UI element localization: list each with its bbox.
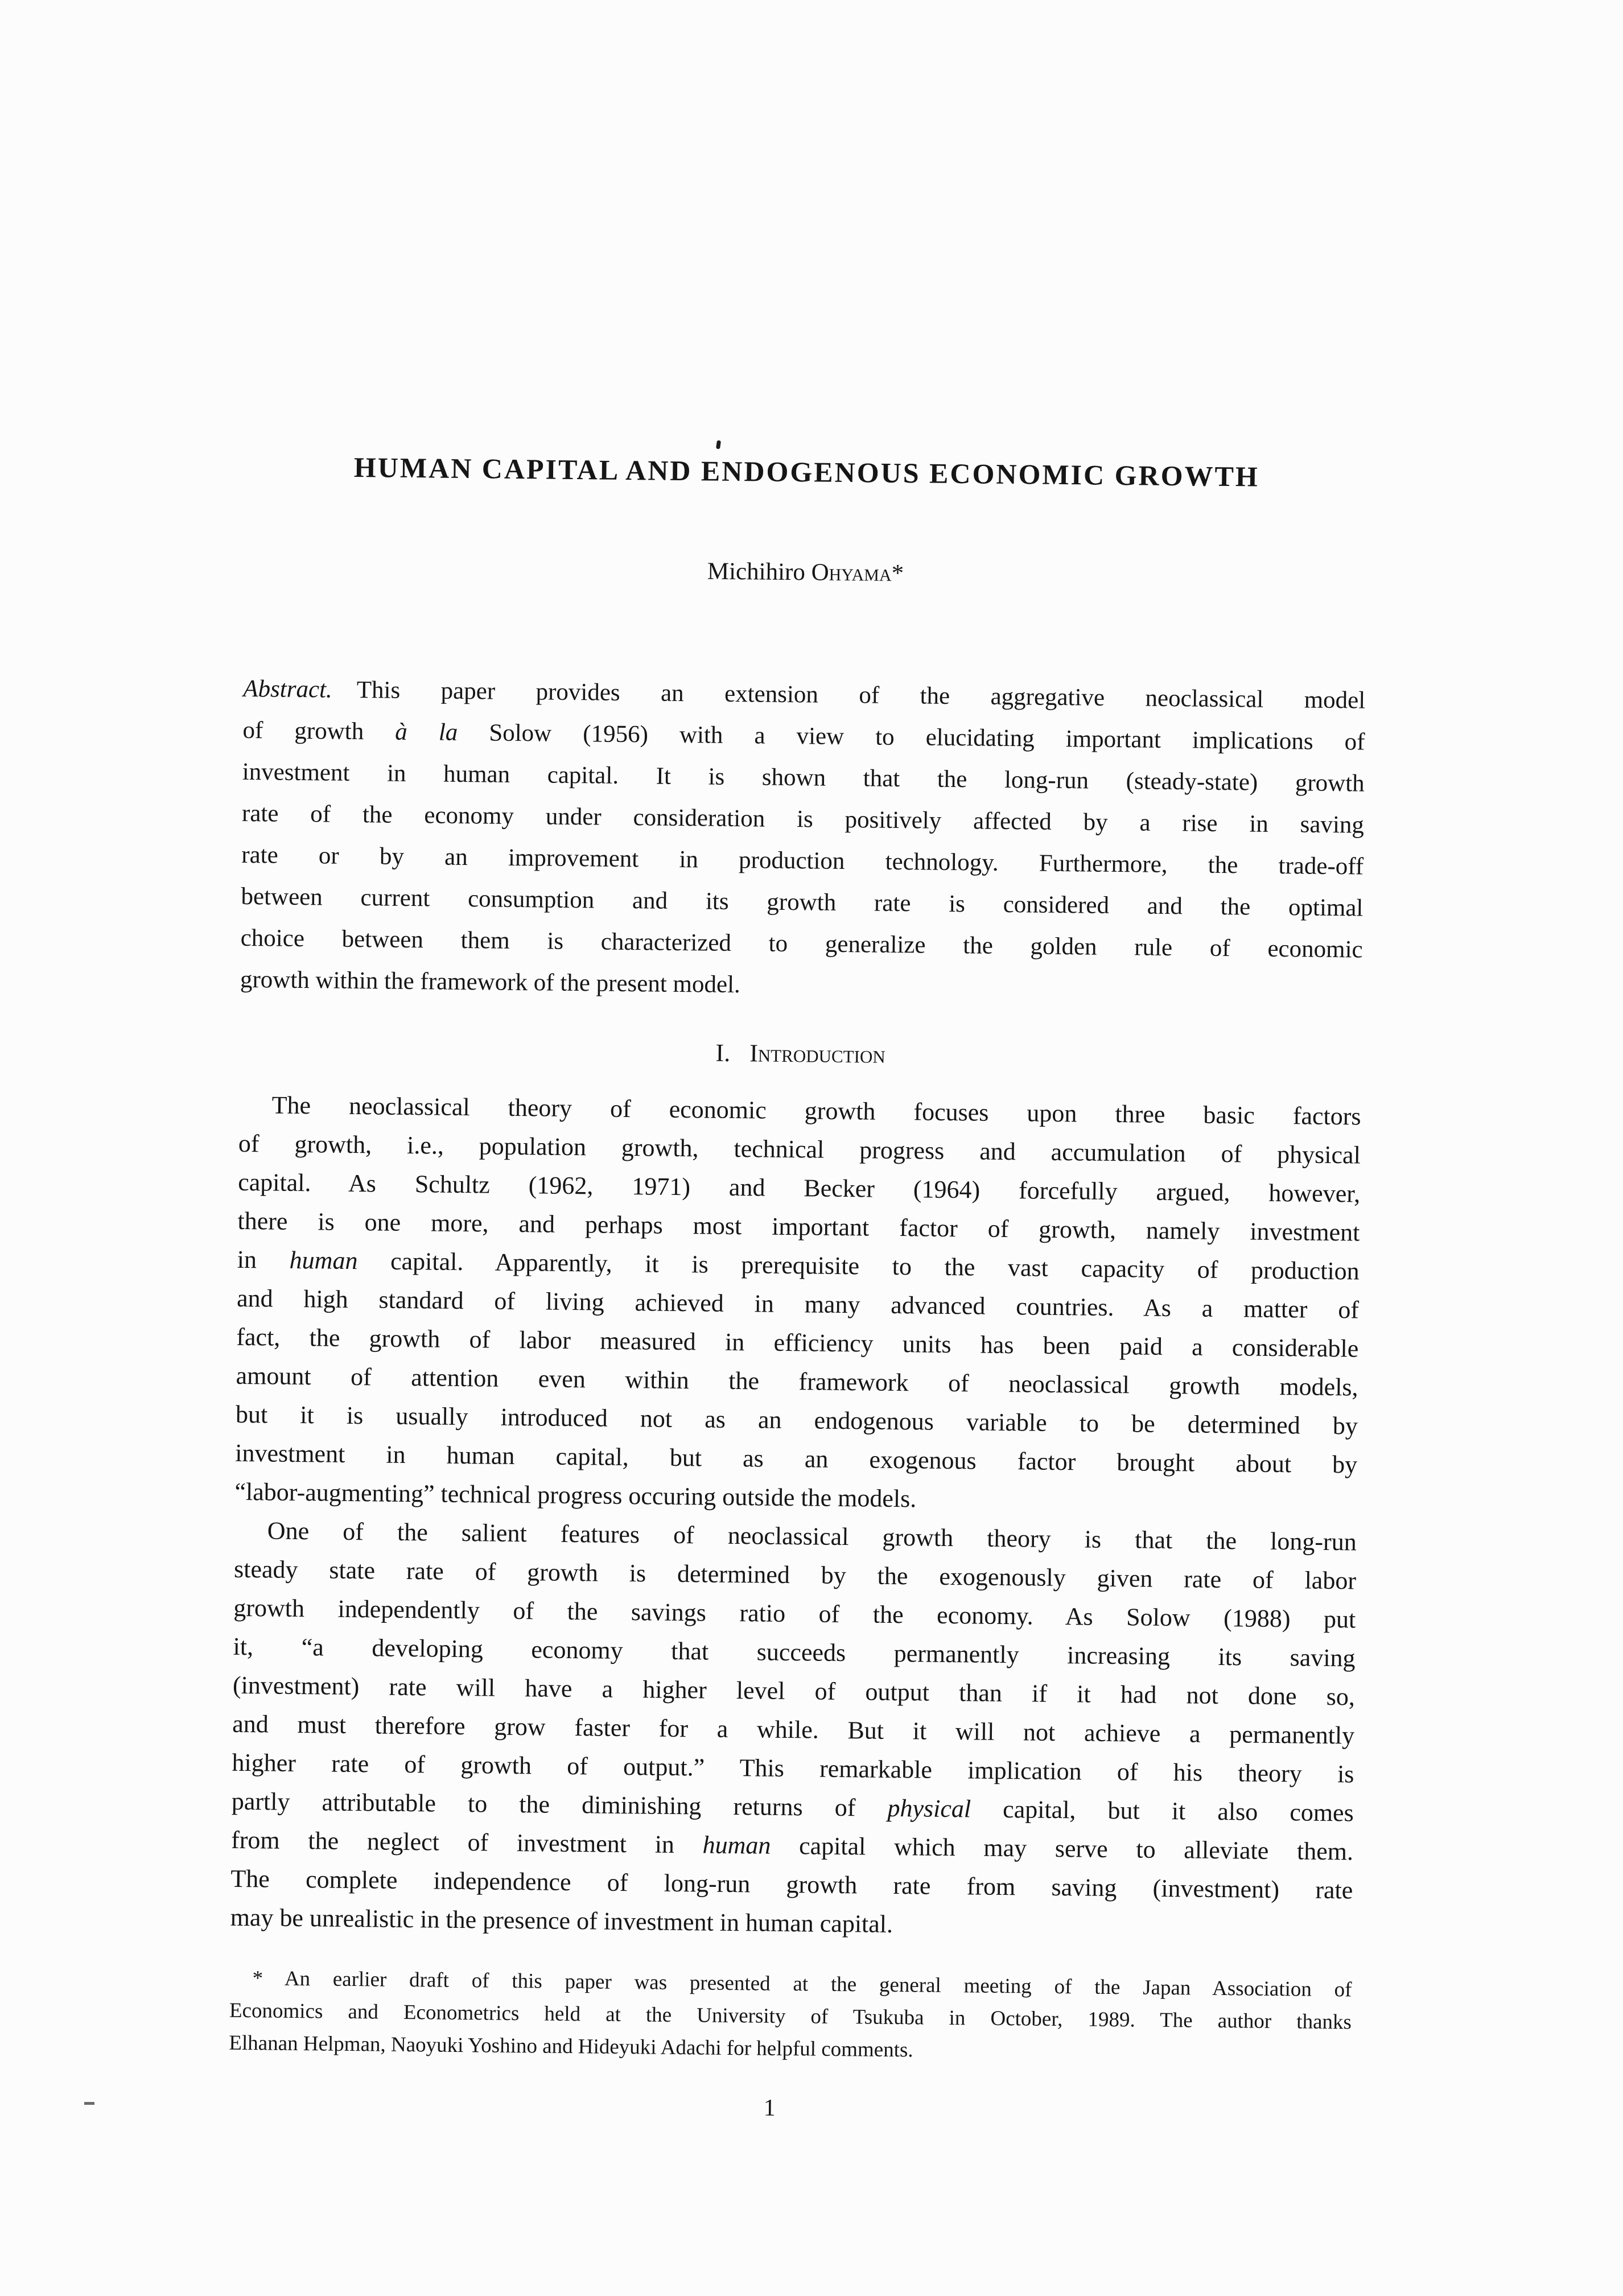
abstract-paragraph [240, 668, 1366, 1012]
text-run: capital. As Schultz (1962, 1971) and Becker (1964) forcefully argued, however, [237, 1168, 1361, 1208]
text-run: growth within the framework of the present model. [240, 966, 741, 999]
intro-paragraph-1 [234, 1086, 1361, 1523]
text-run: capital. Apparently, it is prerequisite to the vast capacity of production [357, 1247, 1360, 1285]
text-run: investment in human capital. It is shown that the long-run (steady-state) growth [242, 758, 1365, 797]
text-run: The complete independence of long-run growth rate from saving (investment) rate [230, 1864, 1353, 1905]
section-title: Introduction [749, 1039, 886, 1069]
italic-text-run: human [702, 1831, 771, 1860]
text-run: rate or by an improvement in production technology. Furthermore, the trade-off [241, 841, 1364, 880]
text-run: amount of attention even within the framework of neoclassical growth models, [236, 1361, 1358, 1401]
text-run: * An earlier draft of this paper was presented at the general meeting of the Japan Association of [252, 1967, 1352, 2002]
text-run: This paper provides an extension of the aggregative neoclassical model [332, 676, 1366, 714]
text-run: choice between them is characterized to generalize the golden rule of economic [240, 924, 1363, 963]
text-run: rate of the economy under consideration is positively affected by a rise in saving [241, 799, 1365, 839]
text-run: it, “a developing economy that succeeds permanently increasing its saving [233, 1632, 1356, 1672]
scan-dash-artifact [84, 2102, 94, 2105]
section-heading [239, 1031, 1362, 1077]
author-surname: Ohyama [811, 559, 892, 587]
author-footnote-asterisk: * [891, 559, 904, 587]
intro-paragraph-2 [230, 1511, 1357, 1949]
text-run: there is one more, and perhaps most important factor of growth, namely investment [237, 1206, 1360, 1247]
text-run: capital which may serve to alleviate them. [771, 1831, 1354, 1866]
text-run: The neoclassical theory of economic growth focuses upon three basic factors [271, 1091, 1361, 1131]
text-run: growth independently of the savings ratio of the economy. As Solow (1988) put [233, 1593, 1356, 1634]
text-run: Solow (1956) with a view to elucidating important implications of [458, 719, 1365, 756]
text-run: may be unrealistic in the presence of investment in human capital. [230, 1903, 893, 1939]
text-run: partly attributable to the diminishing returns of [231, 1787, 888, 1822]
author-given-name: Michihiro [707, 558, 812, 586]
page-content [228, 0, 1373, 2128]
text-run: higher rate of growth of output.” This remarkable implication of his theory is [232, 1748, 1354, 1788]
text-run: “labor-augmenting” technical progress occuring outside the models. [234, 1477, 917, 1513]
text-run: in [237, 1245, 290, 1274]
text-run: but it is usually introduced not as an endogenous variable to be determined by [235, 1400, 1358, 1440]
text-run: and high standard of living achieved in many advanced countries. As a matter of [236, 1284, 1360, 1324]
text-run: (investment) rate will have a higher level of output than if it had not done so, [232, 1671, 1356, 1711]
italic-text-run: human [289, 1246, 358, 1275]
text-run: fact, the growth of labor measured in efficiency units has been paid a considerable [236, 1322, 1359, 1363]
text-run: from the neglect of investment in [230, 1825, 703, 1859]
italic-text-run: physical [887, 1794, 971, 1823]
text-run: capital, but it also comes [970, 1795, 1354, 1827]
page-number: 1 [763, 2095, 776, 2121]
text-run: steady state rate of growth is determined by the exogenously given rate of labor [233, 1555, 1357, 1595]
text-run: Elhanan Helpman, Naoyuki Yoshino and Hideyuki Adachi for helpful comments. [229, 2031, 913, 2062]
author-line [244, 551, 1366, 595]
text-run: One of the salient features of neoclassical growth theory is that the long-run [267, 1516, 1357, 1556]
italic-text-run: Abstract. [243, 675, 333, 703]
text-run: of growth [242, 716, 396, 745]
text-run: Economics and Econometrics held at the University of Tsukuba in October, 1989. The author thanks [229, 1998, 1352, 2034]
text-run: investment in human capital, but as an exogenous factor brought about by [235, 1438, 1358, 1479]
text-run: and must therefore grow faster for a while. But it will not achieve a permanently [232, 1709, 1355, 1750]
section-numeral: I. [715, 1038, 731, 1067]
text-run: between current consumption and its growth rate is considered and the optimal [241, 883, 1364, 922]
paper-title: HUMAN CAPITAL AND ENDOGENOUS ECONOMIC GROWTH [353, 451, 1260, 493]
text-run: of growth, i.e., population growth, technical progress and accumulation of physical [238, 1129, 1361, 1169]
italic-text-run: à la [395, 718, 458, 746]
footnote [229, 1962, 1352, 2071]
